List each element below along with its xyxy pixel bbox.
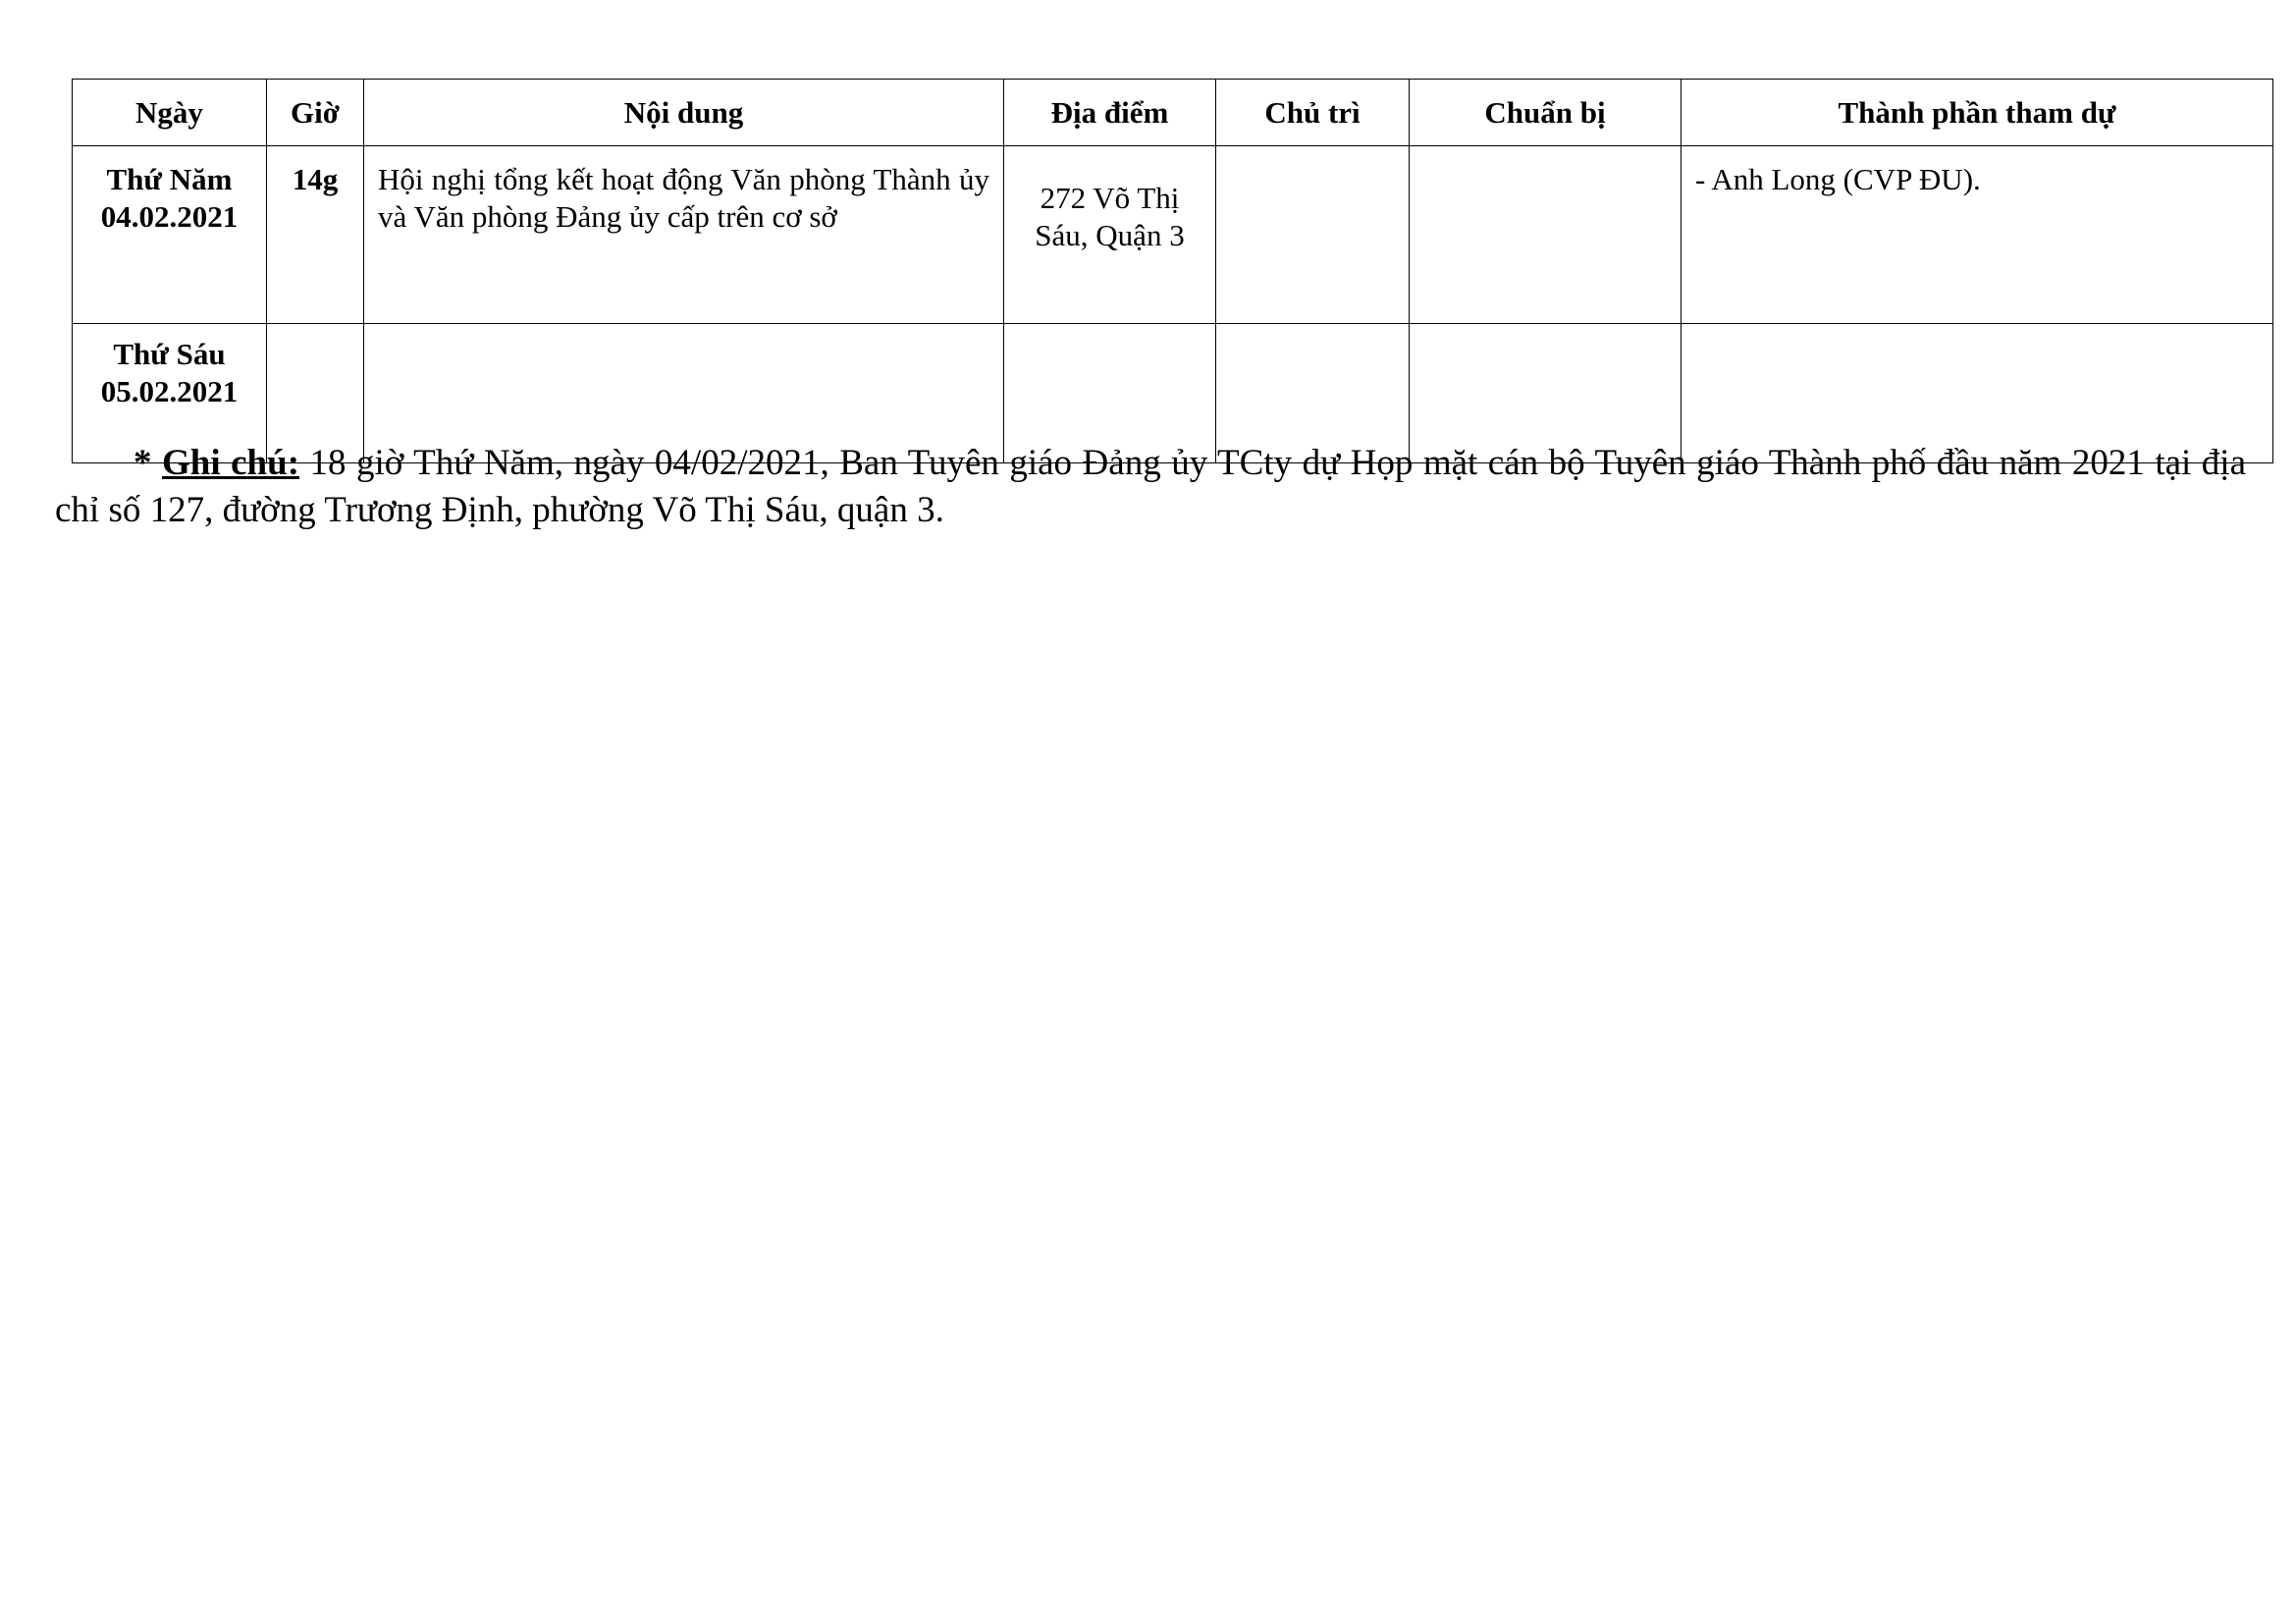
header-prepare: Chuẩn bị (1410, 80, 1682, 146)
table-header-row (73, 80, 2273, 146)
time-cell: 14g (267, 146, 364, 324)
note-text: 18 giờ Thứ Năm, ngày 04/02/2021, Ban Tuyên giáo Đảng ủy TCty dự Họp mặt cán bộ Tuyên giáo Thành phố đầu năm 2021 tại địa chỉ số 127, đường Trương Định, phường Võ Thị Sáu, quận 3. (55, 443, 2246, 530)
note-star: * (133, 443, 162, 483)
header-time: Giờ (267, 80, 364, 146)
attendees-cell: - Anh Long (CVP ĐU). (1682, 146, 2273, 324)
header-attendees: Thành phần tham dự (1682, 80, 2273, 146)
day-cell (73, 146, 267, 324)
note-label (133, 443, 299, 483)
header-place: Địa điểm (1004, 80, 1216, 146)
table-row (73, 146, 2273, 324)
note-paragraph (55, 440, 2246, 534)
header-content: Nội dung (364, 80, 1004, 146)
note-label-text: Ghi chú: (162, 443, 300, 483)
schedule-table (72, 79, 2273, 463)
day-name: Thứ Sáu (113, 337, 226, 371)
day-date: 04.02.2021 (100, 199, 239, 234)
place-cell (1004, 146, 1216, 324)
place-line-2: Sáu, Quận 3 (1035, 218, 1185, 252)
day-name: Thứ Năm (106, 162, 233, 196)
header-host: Chủ trì (1216, 80, 1410, 146)
content-cell: Hội nghị tổng kết hoạt động Văn phòng Thành ủy và Văn phòng Đảng ủy cấp trên cơ sở (364, 146, 1004, 324)
place-line-1: 272 Võ Thị (1040, 181, 1180, 215)
prepare-cell (1410, 146, 1682, 324)
host-cell (1216, 146, 1410, 324)
day-date: 05.02.2021 (100, 374, 239, 408)
header-day: Ngày (73, 80, 267, 146)
